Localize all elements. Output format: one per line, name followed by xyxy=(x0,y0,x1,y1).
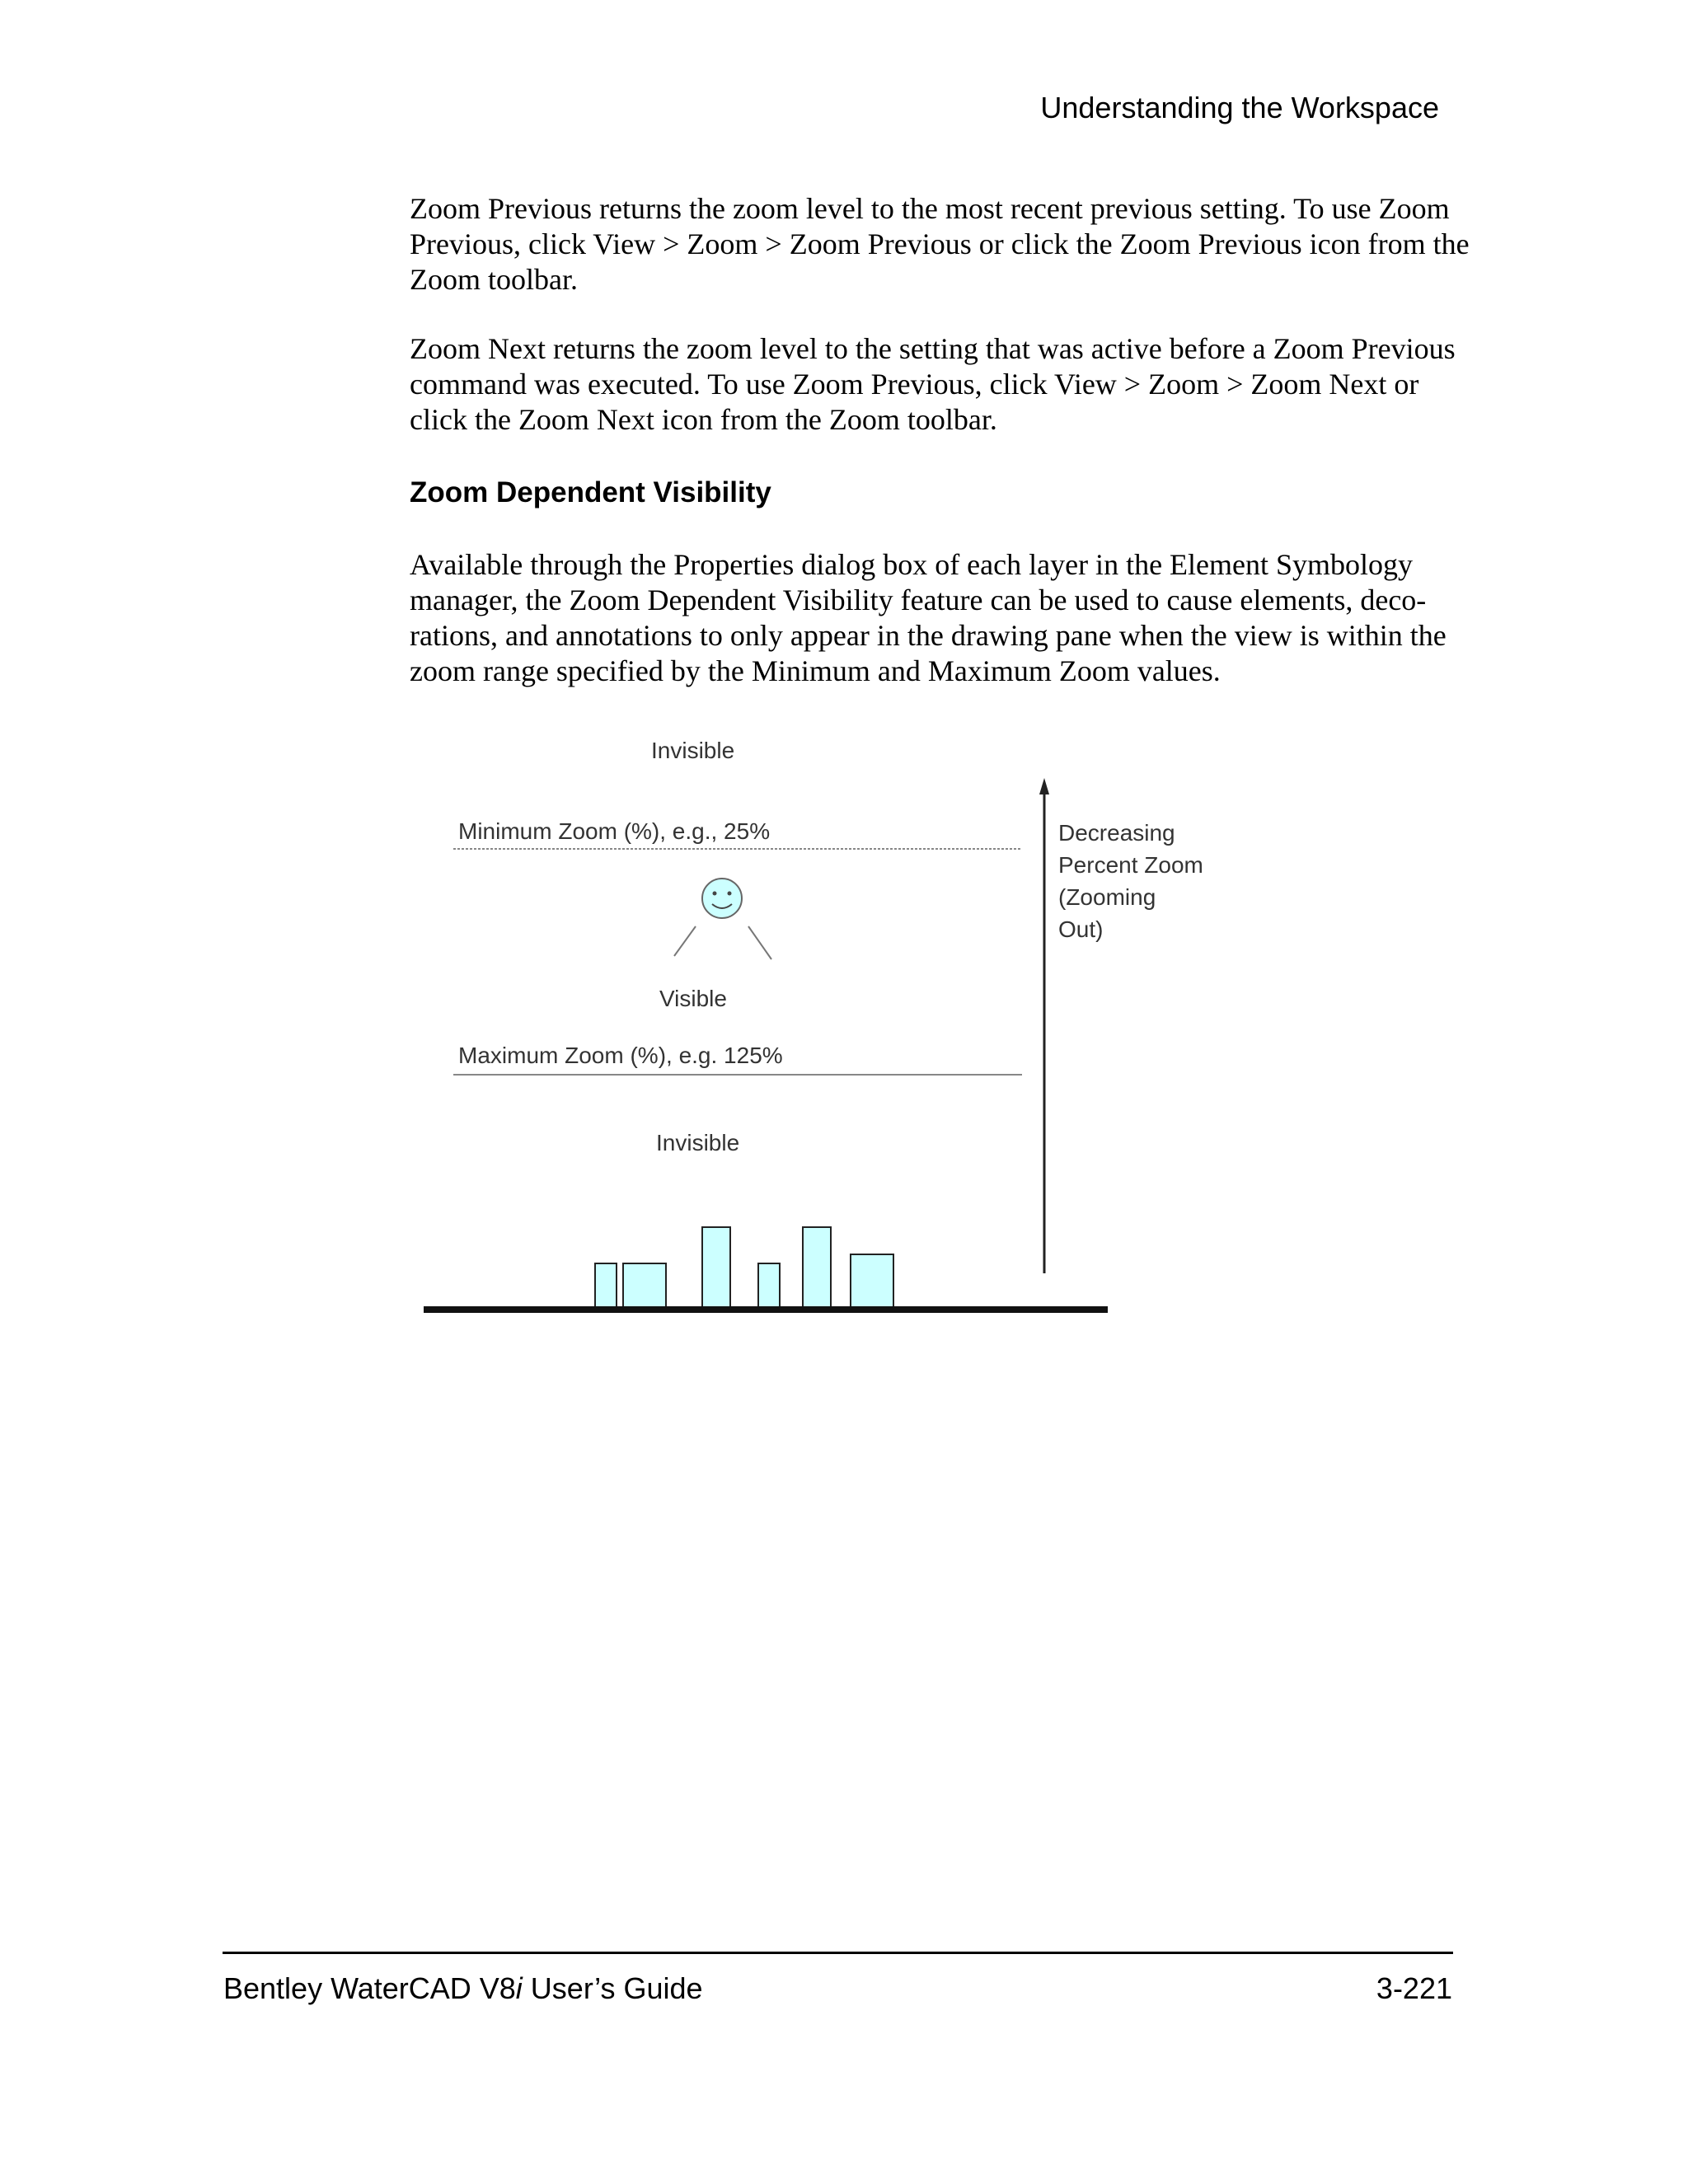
viewer-smiley-icon xyxy=(674,879,771,959)
paragraph-zoom-next: Zoom Next returns the zoom level to the setting that was active before a Zoom Previous command was executed. To use Zoom Previous, click View > Zoom > Zoom Next or click the Zoom Next icon from the Zoom toolbar. xyxy=(410,332,1456,436)
footer-product-suffix: User’s Guide xyxy=(522,1971,703,2005)
section-heading: Zoom Dependent Visibility xyxy=(410,476,771,509)
footer-product-prefix: Bentley WaterCAD V8 xyxy=(223,1971,516,2005)
paragraph-zoom-dependent-visibility: Available through the Properties dialog box of each layer in the Element Symbology manager, the Zoom Dependent Visibility feature can be used to cause elements, deco-rations, and annotations to only appear in the drawing pane when the view is within the zoom range specified by the Minimum and Maximum Zoom values. xyxy=(410,548,1447,687)
label-visible: Visible xyxy=(659,986,727,1011)
label-invisible-bottom: Invisible xyxy=(656,1130,740,1155)
buildings-icon xyxy=(595,1227,893,1309)
arrow-label-line1: Decreasing xyxy=(1058,820,1175,846)
page-number: 3-221 xyxy=(1376,1971,1452,2005)
decreasing-zoom-arrow xyxy=(1039,778,1049,1273)
label-invisible-top: Invisible xyxy=(651,738,735,763)
running-header: Understanding the Workspace xyxy=(1040,91,1439,124)
footer-product-title xyxy=(223,1970,703,2008)
arrow-label-line2: Percent Zoom xyxy=(1058,852,1203,878)
footer-product-italic: i xyxy=(515,1971,523,2005)
paragraph-zoom-previous: Zoom Previous returns the zoom level to the most recent previous setting. To use Zoom Previous, click View > Zoom > Zoom Previous or click the Zoom Previous icon from the Zoom toolbar. xyxy=(410,192,1470,296)
label-minimum-zoom: Minimum Zoom (%), e.g., 25% xyxy=(458,818,771,844)
footer-rule xyxy=(223,1952,1453,1954)
arrow-label-line4: Out) xyxy=(1058,916,1104,942)
label-maximum-zoom: Maximum Zoom (%), e.g. 125% xyxy=(458,1043,783,1068)
arrow-label-line3: (Zooming xyxy=(1058,884,1156,910)
